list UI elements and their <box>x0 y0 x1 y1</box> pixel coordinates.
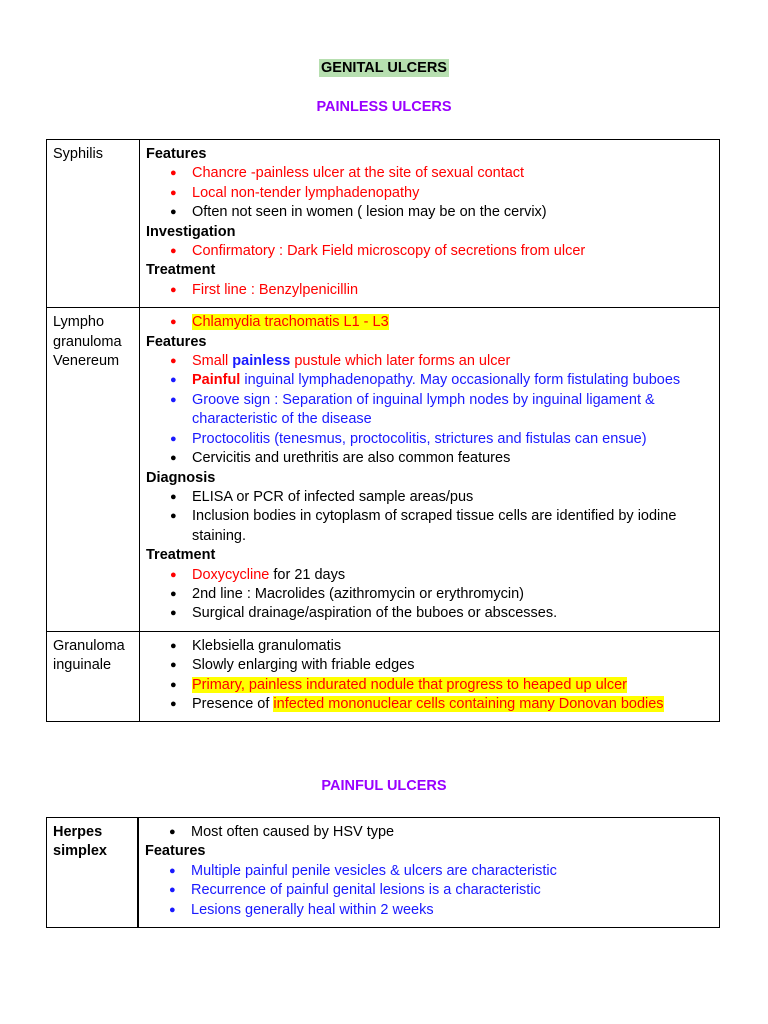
list-item: ● Most often caused by HSV type <box>145 823 713 842</box>
list-item <box>146 695 713 714</box>
page-title-text: GENITAL ULCERS <box>321 60 447 76</box>
list-item: ● Klebsiella granulomatis <box>146 637 713 656</box>
list-item <box>146 676 713 695</box>
table-row-lgv <box>47 308 720 632</box>
list-item: ● ELISA or PCR of infected sample areas/pus <box>146 488 713 507</box>
text-segment: Small <box>192 353 233 370</box>
granuloma-name-line: inguinale <box>53 657 112 674</box>
syphilis-features-list <box>146 164 713 222</box>
features-heading: Features <box>145 843 206 860</box>
syphilis-details <box>140 140 720 308</box>
text-segment: Presence of <box>192 695 274 712</box>
lgv-name-line: Venereum <box>53 353 120 370</box>
list-item: ● Surgical drainage/aspiration of the buboes or abscesses. <box>146 604 713 623</box>
list-item <box>146 566 713 585</box>
text-segment: Painful <box>192 372 241 389</box>
table-row-granuloma <box>47 631 720 722</box>
features-heading: Features <box>146 333 207 350</box>
lgv-name-line: granuloma <box>53 333 122 350</box>
page-title <box>0 60 768 76</box>
lgv-cause-text: Chlamydia trachomatis L1 - L3 <box>192 314 389 331</box>
lgv-details <box>140 308 720 632</box>
list-item: ● Often not seen in women ( lesion may be on the cervix) <box>146 203 713 222</box>
list-item: ● Cervicitis and urethritis are also common features <box>146 449 713 468</box>
herpes-name-line: simplex <box>53 843 107 860</box>
list-item: ● Inclusion bodies in cytoplasm of scraped tissue cells are identified by iodine staining. <box>146 507 713 546</box>
text-segment: Doxycycline <box>192 566 270 583</box>
granuloma-details <box>140 631 720 722</box>
syphilis-treatment-list <box>146 281 713 300</box>
list-item <box>146 313 713 332</box>
lgv-treatment-list <box>146 566 713 624</box>
list-item: ● Confirmatory : Dark Field microscopy of secretions from ulcer <box>146 242 713 261</box>
herpes-details <box>138 818 720 928</box>
text-segment: for 21 days <box>269 566 346 583</box>
treatment-heading: Treatment <box>146 262 216 279</box>
herpes-cause-list <box>145 823 713 842</box>
painful-section-title: PAINFUL ULCERS <box>321 778 447 794</box>
granuloma-list <box>146 637 713 715</box>
list-item: ● Groove sign : Separation of inguinal lymph nodes by inguinal ligament & characteristic of the disease <box>146 391 713 430</box>
list-item <box>146 371 713 390</box>
painful-ulcers-table <box>46 817 720 928</box>
list-item: ● Lesions generally heal within 2 weeks <box>145 901 713 920</box>
lgv-name <box>47 308 140 632</box>
table-row-syphilis <box>47 140 720 308</box>
text-segment: infected mononuclear cells containing many Donovan bodies <box>273 695 664 712</box>
text-segment: Primary, painless indurated nodule that progress to heaped up ulcer <box>192 676 627 693</box>
list-item: ● Proctocolitis (tenesmus, proctocolitis, strictures and fistulas can ensue) <box>146 430 713 449</box>
granuloma-name <box>47 631 140 722</box>
herpes-name <box>47 818 139 928</box>
lgv-features-list <box>146 352 713 468</box>
list-item: ● Multiple painful penile vesicles & ulcers are characteristic <box>145 862 713 881</box>
syphilis-name: Syphilis <box>47 140 140 308</box>
list-item: ● 2nd line : Macrolides (azithromycin or erythromycin) <box>146 585 713 604</box>
diagnosis-heading: Diagnosis <box>146 469 216 486</box>
granuloma-name-line: Granuloma <box>53 637 125 654</box>
syphilis-investigation-list <box>146 242 713 261</box>
herpes-features-list <box>145 862 713 920</box>
list-item: ● First line : Benzylpenicillin <box>146 281 713 300</box>
list-item: ● Local non-tender lymphadenopathy <box>146 184 713 203</box>
list-item: ● Slowly enlarging with friable edges <box>146 656 713 675</box>
text-segment: painless <box>232 353 291 370</box>
text-segment: pustule which later forms an ulcer <box>290 353 511 370</box>
list-item <box>146 352 713 371</box>
list-item: ● Recurrence of painful genital lesions is a characteristic <box>145 881 713 900</box>
painless-section-title: PAINLESS ULCERS <box>316 99 452 115</box>
treatment-heading: Treatment <box>146 547 216 564</box>
lgv-name-line: Lympho <box>53 314 105 331</box>
investigation-heading: Investigation <box>146 223 236 240</box>
features-heading: Features <box>146 146 207 162</box>
list-item: ● Chancre -painless ulcer at the site of sexual contact <box>146 164 713 183</box>
lgv-diagnosis-list <box>146 488 713 546</box>
lgv-cause-list <box>146 313 713 332</box>
table-row-herpes <box>47 818 720 928</box>
painless-ulcers-table <box>46 139 720 722</box>
text-segment: inguinal lymphadenopathy. May occasionally form fistulating buboes <box>240 372 681 389</box>
herpes-name-line: Herpes <box>53 824 103 840</box>
